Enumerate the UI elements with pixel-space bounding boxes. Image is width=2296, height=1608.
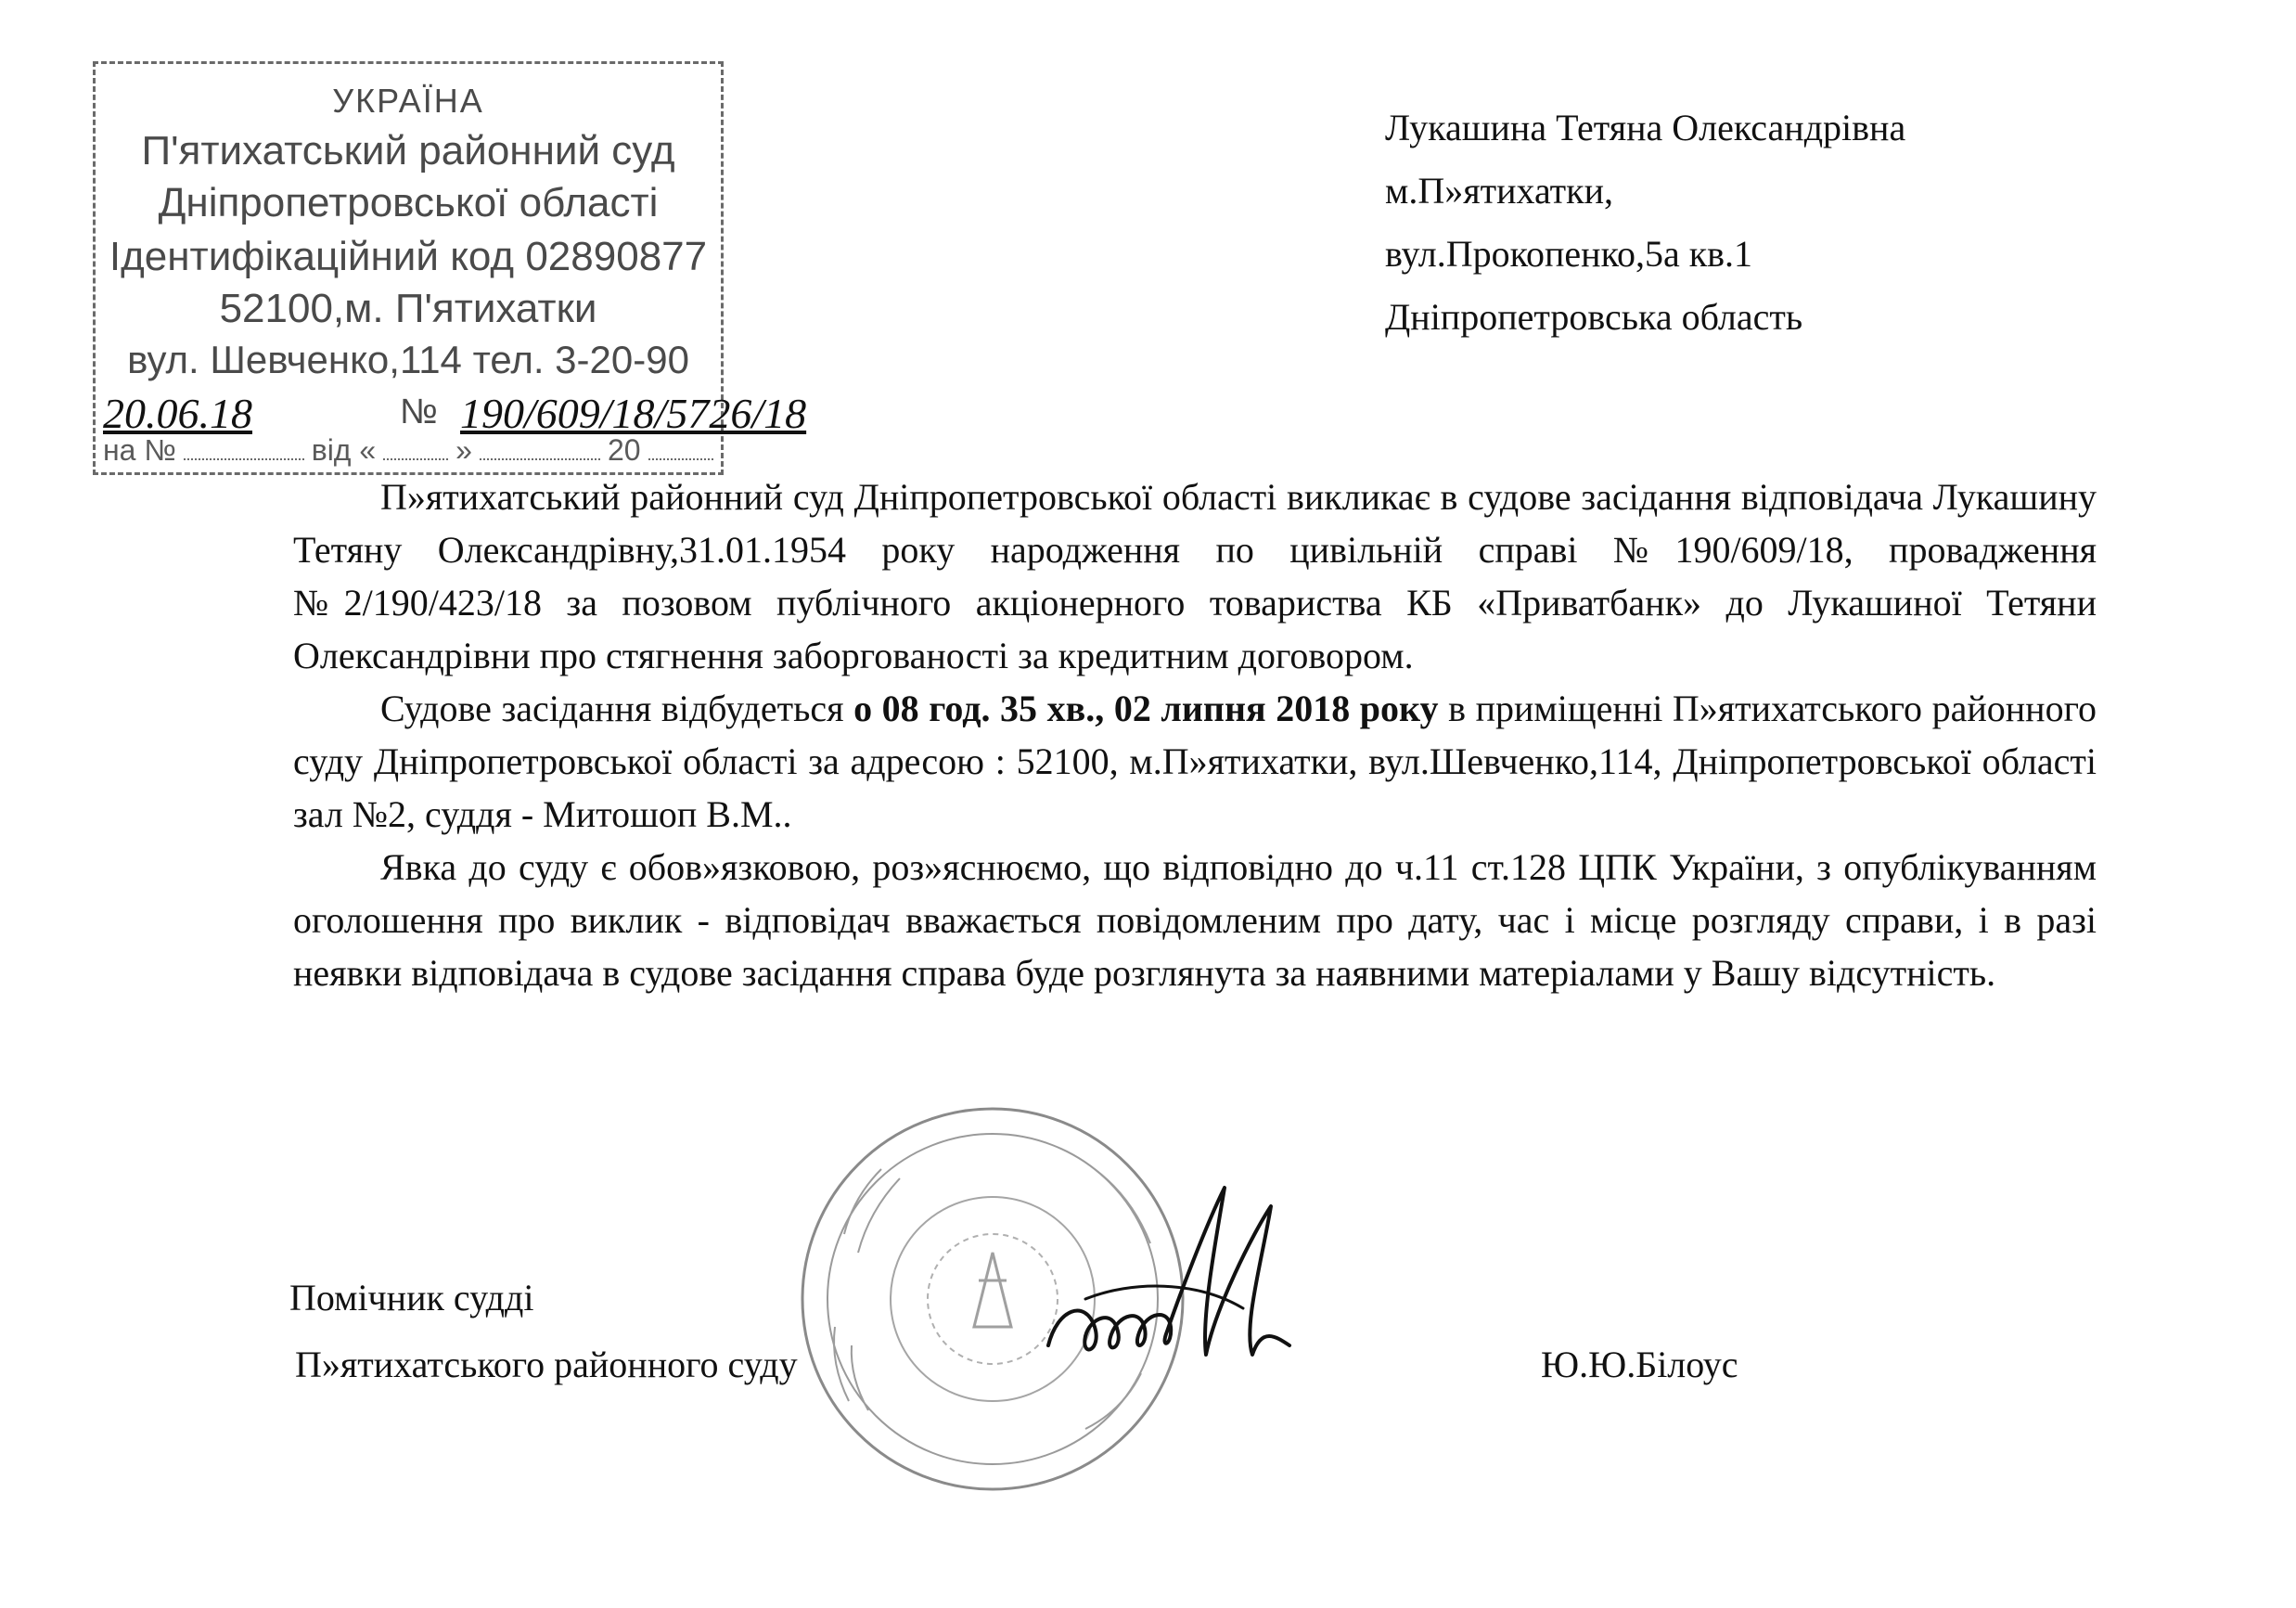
stamp-street-phone: вул. Шевченко,114 тел. 3-20-90 [127,338,689,381]
body-paragraph-hearing [293,682,2097,841]
signer-position: Помічник судді [289,1277,534,1319]
stamp-postal-address: 52100,м. П'ятихатки [219,286,597,331]
addressee-region: Дніпропетровська область [1385,296,1803,338]
body-paragraph-attendance: Явка до суду є обов»язковою, роз»яснюємо, що відповідно до ч.11 ст.128 ЦПК України, з опублікуванням оголошення про виклик - відповідач вважається повідомленим про дату, час і місце розгляду справи, і в разі неявки відповідача в судове засідання справа буде розглянута за наявними матеріалами у Вашу відсутність. [293,846,2097,994]
addressee-street: вул.Прокопенко,5а кв.1 [1385,233,1753,275]
stamp-number-label: № [400,392,438,431]
signer-name: Ю.Ю.Білоус [1541,1344,1738,1385]
handwritten-signature [1030,1169,1345,1410]
stamp-id-code: Ідентифікаційний код 02890877 [109,234,708,279]
body-paragraph-summons: П»ятихатський районний суд Дніпропетровської області викликає в судове засідання відповідача Лукашину Тетяну Олександрівну,31.01.1954 року народження по цивільній справі №190/609/18, провадження №2/190/423/18 за позовом публічного акціонерного товариства КБ «Приватбанк» до Лукашиної Тетяни Олександрівни про стягнення заборгованості за кредитним договором. [293,476,2097,676]
stamp-region: Дніпропетровської області [158,180,659,225]
registration-stamp [93,61,807,475]
summons-body [293,470,2097,999]
stamp-ref-close: » [455,433,472,467]
stamp-ref-number-blank [184,438,304,460]
addressee-name: Лукашина Тетяна Олександрівна [1385,107,1906,148]
stamp-ref-year: 20 [607,433,641,467]
stamp-country: УКРАЇНА [332,82,484,120]
stamp-ref-month-blank [480,438,600,460]
stamp-registration-date: 20.06.18 [103,390,252,437]
hearing-text-start: Судове засідання відбудеться [380,688,854,729]
stamp-ref-prefix: на № [103,433,176,467]
addressee-block [1385,96,1905,349]
stamp-ref-day-blank [383,438,448,460]
addressee-city: м.П»ятихатки, [1385,170,1613,212]
round-court-seal [789,1095,1197,1503]
stamp-court-name: П'ятихатський районний суд [141,128,675,174]
stamp-reference-row [103,433,715,468]
stamp-ref-year-blank [648,438,713,460]
stamp-ref-from: від « [311,433,377,467]
signer-court: П»ятихатського районного суду [295,1344,798,1385]
hearing-text-end: в приміщенні П»ятихатського районного суду Дніпропетровської області за адресою : 52100, м.П»ятихатки, вул.Шевченко,114, Дніпропетровської області зал №2, суддя - Митошоп В.М.. [293,688,2097,835]
stamp-registration-number: 190/609/18/5726/18 [460,390,807,437]
hearing-datetime: о 08 год. 35 хв., 02 липня 2018 року [853,688,1439,729]
